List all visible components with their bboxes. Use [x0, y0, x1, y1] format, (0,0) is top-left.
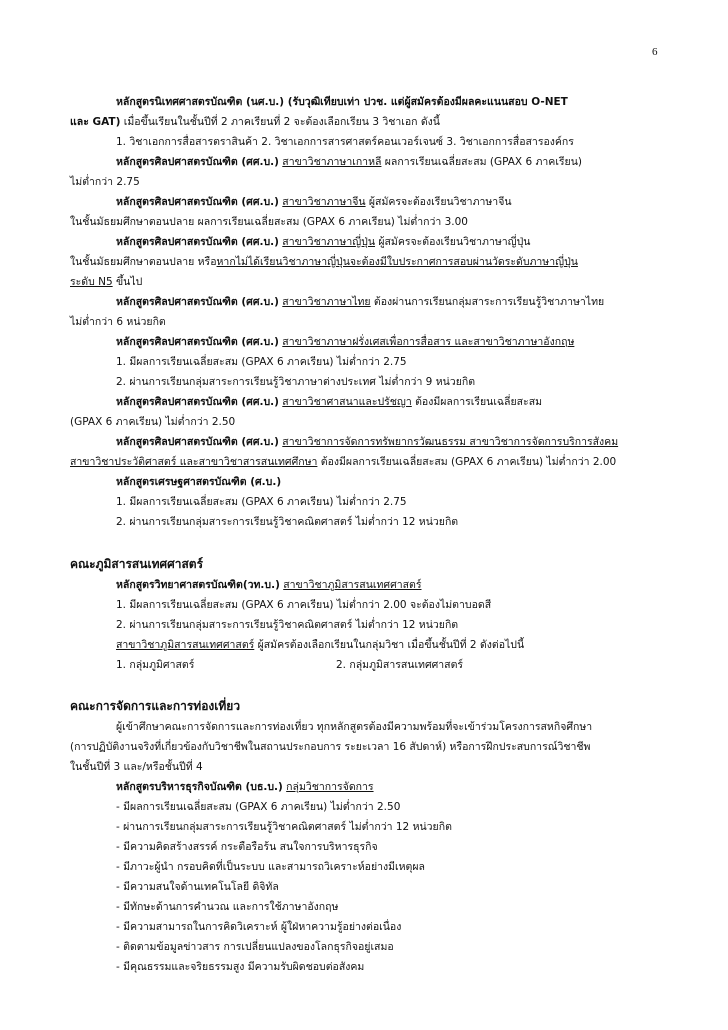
french-english-line-1 [116, 335, 574, 349]
culture-line-1 [116, 435, 618, 449]
japanese-level: ระดับ N5 [70, 276, 113, 288]
religion-line-1 [116, 395, 542, 409]
korean-major: สาขาวิชาภาษาเกาหลี [282, 156, 382, 168]
japanese-line-2 [70, 255, 578, 269]
bba-req-item: - มีภาวะผู้นำ กรอบคิดที่เป็นระบบ และสามารถวิเคราะห์อย่างมีเหตุผล [116, 861, 425, 873]
japanese-req-2: ในชั้นมัธยมศึกษาตอนปลาย หรือ [70, 256, 217, 268]
bba-req-item: - มีผลการเรียนเฉลี่ยสะสม (GPAX 6 ภาคเรียน) ไม่ต่ำกว่า 2.50 [116, 801, 401, 813]
culture-majors: สาขาวิชาการจัดการทรัพยากรวัฒนธรรม สาขาวิชาการจัดการบริการสังคม [282, 436, 619, 448]
thai-program: หลักสูตรศิลปศาสตรบัณฑิต (ศศ.บ.) [116, 296, 279, 308]
culture-majors-2: สาขาวิชาประวัติศาสตร์ และสาขาวิชาสารสนเทศศึกษา [70, 456, 318, 468]
geo-note-text: ผู้สมัครต้องเลือกเรียนในกลุ่มวิชา เมื่อขึ้นชั้นปีที่ 2 ดังต่อไปนี้ [254, 639, 525, 651]
korean-line-2: ไม่ต่ำกว่า 2.75 [70, 176, 140, 188]
culture-program: หลักสูตรศิลปศาสตรบัณฑิต (ศศ.บ.) [116, 436, 279, 448]
french-english-program: หลักสูตรศิลปศาสตรบัณฑิต (ศศ.บ.) [116, 336, 279, 348]
chinese-req: ผู้สมัครจะต้องเรียนวิชาภาษาจีน [365, 196, 512, 208]
japanese-req: ผู้สมัครจะต้องเรียนวิชาภาษาญี่ปุ่น [375, 236, 531, 248]
geo-faculty-heading: คณะภูมิสารสนเทศศาสตร์ [70, 557, 204, 571]
geo-line-1 [116, 578, 422, 592]
geo-req-1: 1. มีผลการเรียนเฉลี่ยสะสม (GPAX 6 ภาคเรียน) ไม่ต่ำกว่า 2.00 จะต้องไม่ตาบอดสี [116, 599, 492, 611]
religion-line-2: (GPAX 6 ภาคเรียน) ไม่ต่ำกว่า 2.50 [70, 416, 236, 428]
culture-line-2 [70, 455, 616, 469]
religion-program: หลักสูตรศิลปศาสตรบัณฑิต (ศศ.บ.) [116, 396, 279, 408]
bba-req-item: - มีคุณธรรมและจริยธรรมสูง มีความรับผิดชอบต่อสังคม [116, 961, 365, 973]
korean-line-1 [116, 155, 582, 169]
culture-req: ต้องมีผลการเรียนเฉลี่ยสะสม (GPAX 6 ภาคเรียน) ไม่ต่ำกว่า 2.00 [317, 456, 617, 468]
bba-req-item: - ติดตามข้อมูลข่าวสาร การเปลี่ยนแปลงของโลกธุรกิจอยู่เสมอ [116, 941, 394, 953]
japanese-cert: หากไม่ได้เรียนวิชาภาษาญี่ปุ่นจะต้องมีใบประกาศการสอบผ่านวัดระดับภาษาญี่ปุ่น [216, 256, 578, 268]
comm-arts-exam: และ GAT) [70, 116, 121, 128]
tourism-para-1: ผู้เข้าศึกษาคณะการจัดการและการท่องเที่ยว ทุกหลักสูตรต้องมีความพร้อมที่จะเข้าร่วมโครงการสหกิจศึกษา [116, 721, 593, 733]
japanese-line-3 [70, 275, 142, 289]
comm-arts-majors-intro: เมื่อขึ้นเรียนในชั้นปีที่ 2 ภาคเรียนที่ 2 จะต้องเลือกเรียน 3 วิชาเอก ดังนี้ [120, 116, 440, 128]
geo-program: หลักสูตรวิทยาศาสตรบัณฑิต(วท.บ.) [116, 579, 280, 591]
japanese-program: หลักสูตรศิลปศาสตรบัณฑิต (ศศ.บ.) [116, 236, 279, 248]
geo-group-2: 2. กลุ่มภูมิสารสนเทศศาสตร์ [336, 659, 464, 671]
korean-req: ผลการเรียนเฉลี่ยสะสม (GPAX 6 ภาคเรียน) [381, 156, 582, 168]
chinese-program: หลักสูตรศิลปศาสตรบัณฑิต (ศศ.บ.) [116, 196, 279, 208]
bba-major: กลุ่มวิชาการจัดการ [286, 781, 374, 793]
bba-program: หลักสูตรบริหารธุรกิจบัณฑิต (บธ.บ.) [116, 781, 283, 793]
chinese-line-1 [116, 195, 512, 209]
bba-req-item: - มีทักษะด้านการคำนวณ และการใช้ภาษาอังกฤษ [116, 901, 339, 913]
bba-line [116, 780, 374, 794]
geo-major: สาขาวิชาภูมิสารสนเทศศาสตร์ [283, 579, 422, 591]
japanese-major: สาขาวิชาภาษาญี่ปุ่น [282, 236, 376, 248]
japanese-level-rest: ขึ้นไป [112, 276, 143, 288]
korean-program: หลักสูตรศิลปศาสตรบัณฑิต (ศศ.บ.) [116, 156, 279, 168]
bba-req-item: - มีความสนใจด้านเทคโนโลยี ดิจิทัล [116, 881, 279, 893]
economics-program: หลักสูตรเศรษฐศาสตรบัณฑิต (ศ.บ.) [116, 476, 282, 488]
page-number: 6 [652, 46, 658, 58]
religion-major: สาขาวิชาศาสนาและปรัชญา [282, 396, 412, 408]
chinese-major: สาขาวิชาภาษาจีน [282, 196, 366, 208]
tourism-faculty-heading: คณะการจัดการและการท่องเที่ยว [70, 699, 241, 713]
geo-note [116, 638, 524, 652]
comm-arts-line-1: หลักสูตรนิเทศศาสตรบัณฑิต (นศ.บ.) (รับวุฒิเทียบเท่า ปวช. แต่ผู้สมัครต้องมีผลคะแนนสอบ O-NET [116, 96, 568, 108]
tourism-para-2: (การปฏิบัติงานจริงที่เกี่ยวข้องกับวิชาชีพในสถานประกอบการ ระยะเวลา 16 สัปดาห์) หรือการฝึกประสบการณ์วิชาชีพ [70, 741, 591, 753]
economics-req-2: 2. ผ่านการเรียนกลุ่มสาระการเรียนรู้วิชาคณิตศาสตร์ ไม่ต่ำกว่า 12 หน่วยกิต [116, 516, 459, 528]
french-english-req-2: 2. ผ่านการเรียนกลุ่มสาระการเรียนรู้วิชาภาษาต่างประเทศ ไม่ต่ำกว่า 9 หน่วยกิต [116, 376, 476, 388]
french-english-major: สาขาวิชาภาษาฝรั่งเศสเพื่อการสื่อสาร และสาขาวิชาภาษาอังกฤษ [282, 336, 575, 348]
religion-req: ต้องมีผลการเรียนเฉลี่ยสะสม [411, 396, 543, 408]
french-english-req-1: 1. มีผลการเรียนเฉลี่ยสะสม (GPAX 6 ภาคเรียน) ไม่ต่ำกว่า 2.75 [116, 356, 407, 368]
economics-req-1: 1. มีผลการเรียนเฉลี่ยสะสม (GPAX 6 ภาคเรียน) ไม่ต่ำกว่า 2.75 [116, 496, 407, 508]
chinese-line-2: ในชั้นมัธยมศึกษาตอนปลาย ผลการเรียนเฉลี่ยสะสม (GPAX 6 ภาคเรียน) ไม่ต่ำกว่า 3.00 [70, 216, 468, 228]
thai-req: ต้องผ่านการเรียนกลุ่มสาระการเรียนรู้วิชาภาษาไทย [370, 296, 605, 308]
bba-req-item: - ผ่านการเรียนกลุ่มสาระการเรียนรู้วิชาคณิตศาสตร์ ไม่ต่ำกว่า 12 หน่วยกิต [116, 821, 452, 833]
geo-note-major: สาขาวิชาภูมิสารสนเทศศาสตร์ [116, 639, 255, 651]
geo-req-2: 2. ผ่านการเรียนกลุ่มสาระการเรียนรู้วิชาคณิตศาสตร์ ไม่ต่ำกว่า 12 หน่วยกิต [116, 619, 459, 631]
tourism-para-3: ในชั้นปีที่ 3 และ/หรือชั้นปีที่ 4 [70, 761, 203, 773]
bba-req-item: - มีความคิดสร้างสรรค์ กระตือรือร้น สนใจการบริหารธุรกิจ [116, 841, 378, 853]
comm-arts-line-2 [70, 115, 440, 129]
thai-line-1 [116, 295, 604, 309]
japanese-line-1 [116, 235, 530, 249]
geo-group-1: 1. กลุ่มภูมิศาสตร์ [116, 659, 195, 671]
thai-major: สาขาวิชาภาษาไทย [282, 296, 371, 308]
comm-arts-majors: 1. วิชาเอกการสื่อสารตราสินค้า 2. วิชาเอกการสารศาสตร์คอนเวอร์เจนซ์ 3. วิชาเอกการสื่อสารองค์กร [116, 136, 574, 148]
bba-req-item: - มีความสามารถในการคิดวิเคราะห์ ผู้ใฝ่หาความรู้อย่างต่อเนื่อง [116, 921, 402, 933]
thai-line-2: ไม่ต่ำกว่า 6 หน่วยกิต [70, 316, 166, 328]
